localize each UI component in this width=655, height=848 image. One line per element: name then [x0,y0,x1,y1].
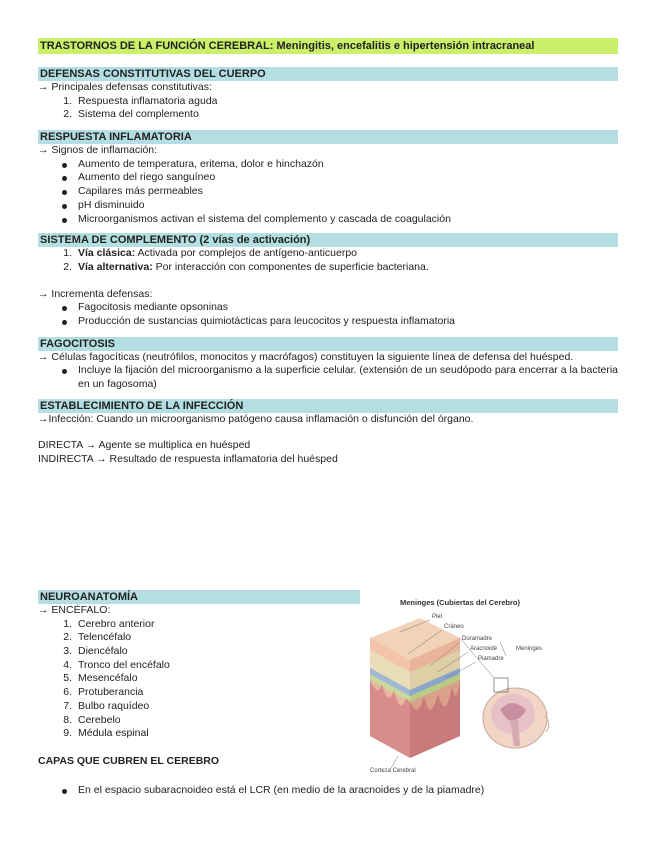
list-item: 2. Sistema del complemento [63,108,199,121]
label-piel: Piel [432,614,443,620]
list-item: 7. Bulbo raquídeo [63,699,150,712]
label-aracnoide: Aracnoide [470,646,498,652]
label-craneo: Cráneo [444,624,464,630]
list-item: 6. Protuberancia [63,686,144,699]
neuro-intro: → ENCÉFALO: [38,604,111,616]
list-item: Aumento del riego sanguíneo [38,171,618,185]
section-heading-infeccion: ESTABLECIMIENTO DE LA INFECCIÓN [38,399,618,413]
list-item: Producción de sustancias quimiotácticas para leucocitos y respuesta inflamatoria [38,315,618,329]
list-item: 1. Vía clásica: Activada por complejos de antígeno-anticuerpo [63,247,358,260]
infeccion-indirecta: INDIRECTA → Resultado de respuesta inflamatoria del huésped [38,453,338,466]
list-item: 5. Mesencéfalo [63,672,138,685]
infeccion-directa: DIRECTA → Agente se multiplica en huésped [38,439,251,452]
list-item: 2. Vía alternativa: Por interacción con componentes de superficie bacteriana. [63,260,429,273]
label-meninges: Meninges [516,646,543,652]
list-item: Fagocitosis mediante opsoninas [38,301,618,315]
infeccion-intro: →Infección: Cuando un microorganismo patógeno causa inflamación o disfunción del órgano. [38,412,474,425]
list-item: Incluye la fijación del microorganismo a la superficie celular. (extensión de un seudópodo para encerrar a la bacteria en un fagosoma) [38,364,618,391]
bullet-icon [62,204,67,209]
list-item: Microorganismos activan el sistema del complemento y cascada de coagulación [38,213,618,227]
neuro-section [38,604,356,741]
document-page [38,38,618,467]
section-heading-neuroanatomia: NEUROANATOMÍA [38,590,360,604]
bullet-icon [62,176,67,181]
complemento-intro: → Incrementa defensas: [38,287,153,300]
meninges-illustration [360,598,560,778]
list-item: En el espacio subaracnoideo está el LCR (en medio de la aracnoides y de la piamadre) [38,784,618,798]
defensas-intro: → Principales defensas constitutivas: [38,81,212,93]
label-piamadre: Piamadre [478,656,504,662]
list-item: 2. Telencéfalo [63,631,132,644]
section-heading-fagocitosis: FAGOCITOSIS [38,337,618,351]
figure-title: Meninges (Cubiertas del Cerebro) [399,598,521,607]
bullet-icon [62,320,67,325]
list-item: Capilares más permeables [38,185,618,199]
bullet-icon [62,163,67,168]
bullet-icon [62,789,67,794]
section-heading-respuesta: RESPUESTA INFLAMATORIA [38,130,618,144]
list-item: pH disminuido [38,199,618,213]
list-item: 1. Cerebro anterior [63,617,155,630]
capas-heading: CAPAS QUE CUBREN EL CEREBRO [38,755,220,767]
bullet-icon [62,218,67,223]
document-title: TRASTORNOS DE LA FUNCIÓN CEREBRAL: Meningitis, encefalitis e hipertensión intracraneal [38,38,618,54]
list-item: 4. Tronco del encéfalo [63,658,170,671]
label-corteza: Corteza Cerebral [370,768,416,774]
label-duramadre: Duramadre [462,636,493,642]
capas-list [38,784,618,798]
respuesta-intro: → Signos de inflamación: [38,144,158,157]
fagocitosis-intro: → Células fagocíticas (neutrófilos, monocitos y macrófagos) constituyen la siguiente línea de defensa del huésped. [38,350,574,363]
list-item: 1. Respuesta inflamatoria aguda [63,94,218,107]
section-heading-defensas: DEFENSAS CONSTITUTIVAS DEL CUERPO [38,67,618,81]
list-item: Aumento de temperatura, eritema, dolor e hinchazón [38,158,618,172]
list-item: 9. Médula espinal [63,727,149,740]
bullet-icon [62,190,67,195]
list-item: 3. Diencéfalo [63,645,128,658]
list-item: 8. Cerebelo [63,713,121,726]
section-heading-complemento: SISTEMA DE COMPLEMENTO (2 vías de activación) [38,233,618,247]
bullet-icon [62,369,67,374]
bullet-icon [62,306,67,311]
